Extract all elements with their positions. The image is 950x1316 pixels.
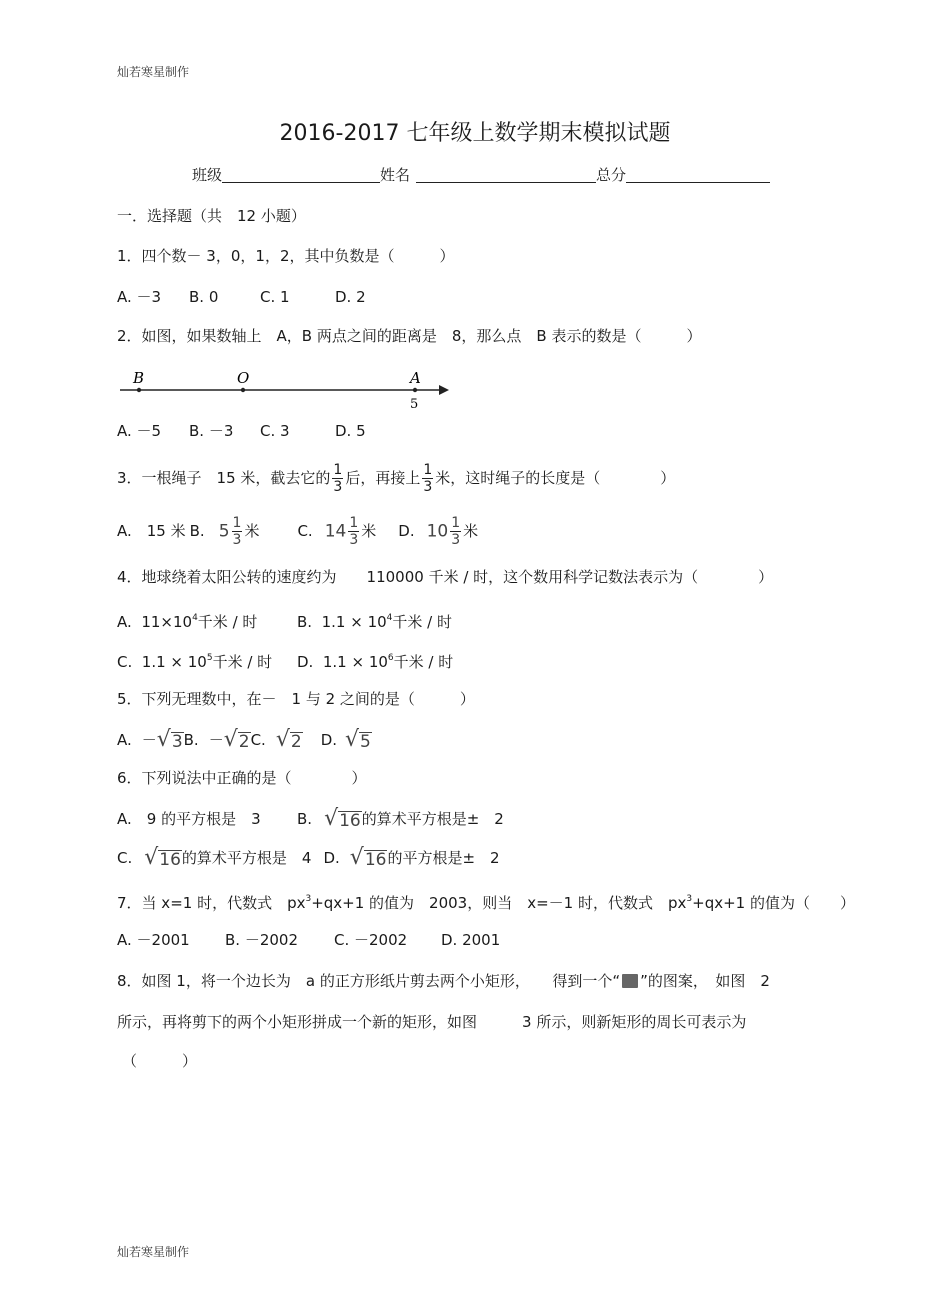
q6-option-b-sqrt: √ 16	[324, 806, 361, 831]
q3-option-d-unit: 米	[463, 522, 479, 540]
q1-option-a: A. －3	[117, 288, 162, 306]
label-b: B	[133, 369, 145, 387]
s-shape-icon	[622, 974, 638, 988]
q7-option-b: B. －2002	[225, 931, 299, 949]
q5-stem: 5．下列无理数中，在－ 1 与 2 之间的是（ ）	[117, 690, 475, 708]
name-blank[interactable]	[416, 166, 596, 183]
name-label: 姓名	[380, 166, 411, 184]
q5-option-a-sqrt: √ 3	[156, 727, 183, 752]
q2-option-c: C. 3	[260, 422, 290, 440]
q1-stem: 1．四个数－ 3，0，1，2，其中负数是（ ）	[117, 247, 455, 265]
page-title: 2016-2017 七年级上数学期末模拟试题	[279, 121, 671, 146]
q4-option-d: D. $1.1 \times 10^6$千米 / 时	[297, 653, 454, 671]
q7-option-c: C. －2002	[334, 931, 408, 949]
q8-line-3: （ ）	[122, 1052, 198, 1070]
class-blank[interactable]	[222, 166, 380, 183]
q7-option-a: A. －2001	[117, 931, 190, 949]
q1-option-b: B. 0	[189, 288, 219, 306]
q6-stem: 6．下列说法中正确的是（ ）	[117, 769, 367, 787]
q3-stem-part-3: 米，这时绳子的长度是（ ）	[435, 469, 676, 487]
q2-option-b: B. －3	[189, 422, 234, 440]
number-line-figure	[117, 364, 457, 410]
q6-option-d-sqrt: √ 16	[349, 845, 387, 870]
q4-option-b: B. $1.1 \times 10^4$千米 / 时	[297, 613, 452, 631]
q2-stem: 2．如图，如果数轴上 A，B 两点之间的距离是 8，那么点 B 表示的数是（ ）	[117, 327, 702, 345]
page-header: 灿若寒星制作	[117, 65, 190, 79]
q5-option-a-sign: －	[141, 731, 157, 749]
q3-option-c-label: C.	[297, 522, 313, 540]
score-blank[interactable]	[626, 166, 770, 183]
page-footer: 灿若寒星制作	[117, 1245, 190, 1259]
q3-fraction-2: $\frac{1}{3}$	[423, 461, 433, 495]
q4-option-a: A. $11\times 10^4$千米 / 时	[117, 613, 258, 631]
q5-option-a-label: A.	[117, 731, 132, 749]
q5-option-c-sqrt: √ 2	[275, 727, 302, 752]
q6-option-c-sqrt: √ 16	[144, 845, 181, 870]
q3-option-b-unit: 米	[244, 522, 260, 540]
q3-option-b-mixed: 5 $\frac{1}{3}$	[218, 514, 242, 548]
q4-stem: 4．地球绕着太阳公转的速度约为 110000 千米 / 时，这个数用科学记数法表示为（ ）	[117, 568, 774, 586]
q5-options	[117, 727, 372, 753]
q5-option-d-label: D.	[320, 731, 338, 749]
label-a: A	[410, 369, 421, 387]
point-o	[241, 388, 245, 392]
q3-option-b-label: B.	[189, 522, 205, 540]
label-o: O	[237, 369, 250, 387]
q3-options	[117, 511, 478, 551]
q4-option-c: C. $1.1 \times 10^5$千米 / 时	[117, 653, 273, 671]
q2-option-d: D. 5	[335, 422, 366, 440]
q3-option-d-mixed: 10 $\frac{1}{3}$	[426, 514, 461, 548]
q6-option-b: B. √ 16 的算术平方根是± 2	[297, 806, 504, 831]
q2-option-a: A. －5	[117, 422, 162, 440]
q3-stem-part-2: 后，再接上	[345, 469, 421, 487]
score-label: 总分	[596, 166, 627, 184]
point-b	[137, 388, 141, 392]
q1-option-c: C. 1	[260, 288, 290, 306]
q5-option-b-sqrt: √ 2	[223, 727, 250, 752]
q6-option-d-label: D.	[323, 849, 340, 867]
info-line	[192, 165, 770, 185]
q8-line-1: 8．如图 1，将一个边长为 a 的正方形纸片剪去两个小矩形， 得到一个“ ”的图案， 如图 2	[117, 972, 770, 990]
point-a	[413, 388, 417, 392]
q5-option-c-label: C.	[250, 731, 266, 749]
q5-option-b-sign: －	[208, 731, 224, 749]
q3-option-c-mixed: 14 $\frac{1}{3}$	[324, 514, 359, 548]
q8-line-2: 所示，再将剪下的两个小矩形拼成一个新的矩形，如图 3 所示，则新矩形的周长可表示为	[117, 1013, 747, 1031]
q3-fraction-1: $\frac{1}{3}$	[333, 461, 343, 495]
q3-option-d-label: D.	[398, 522, 415, 540]
q6-option-d-text: 的平方根是± 2	[387, 849, 500, 867]
q6-option-c: C. √ 16 的算术平方根是 4 D. √ 16 的平方根是± 2	[117, 845, 500, 870]
label-a-value: 5	[410, 397, 419, 410]
class-label: 班级	[192, 166, 223, 184]
q7-option-d: D. 2001	[441, 931, 501, 949]
q5-option-b-label: B.	[183, 731, 199, 749]
q1-option-d: D. 2	[335, 288, 366, 306]
q7-stem: 7．当 x=1 时，代数式 $px^3+qx+1$ 的值为 2003，则当 x=－1 时，代数式 $px^3+qx+1$ 的值为（ ）	[117, 894, 855, 912]
q5-option-d-sqrt: √ 5	[345, 727, 371, 752]
section-heading: 一．选择题（共 12 小题）	[117, 207, 306, 225]
q3-option-c-unit: 米	[361, 522, 377, 540]
q3-option-a: A. 15 米	[117, 522, 186, 540]
q6-option-a: A. 9 的平方根是 3	[117, 810, 261, 828]
q3-stem	[117, 456, 675, 500]
q3-stem-part-1: 3．一根绳子 15 米，截去它的	[117, 469, 331, 487]
arrow-head-icon	[439, 385, 449, 395]
